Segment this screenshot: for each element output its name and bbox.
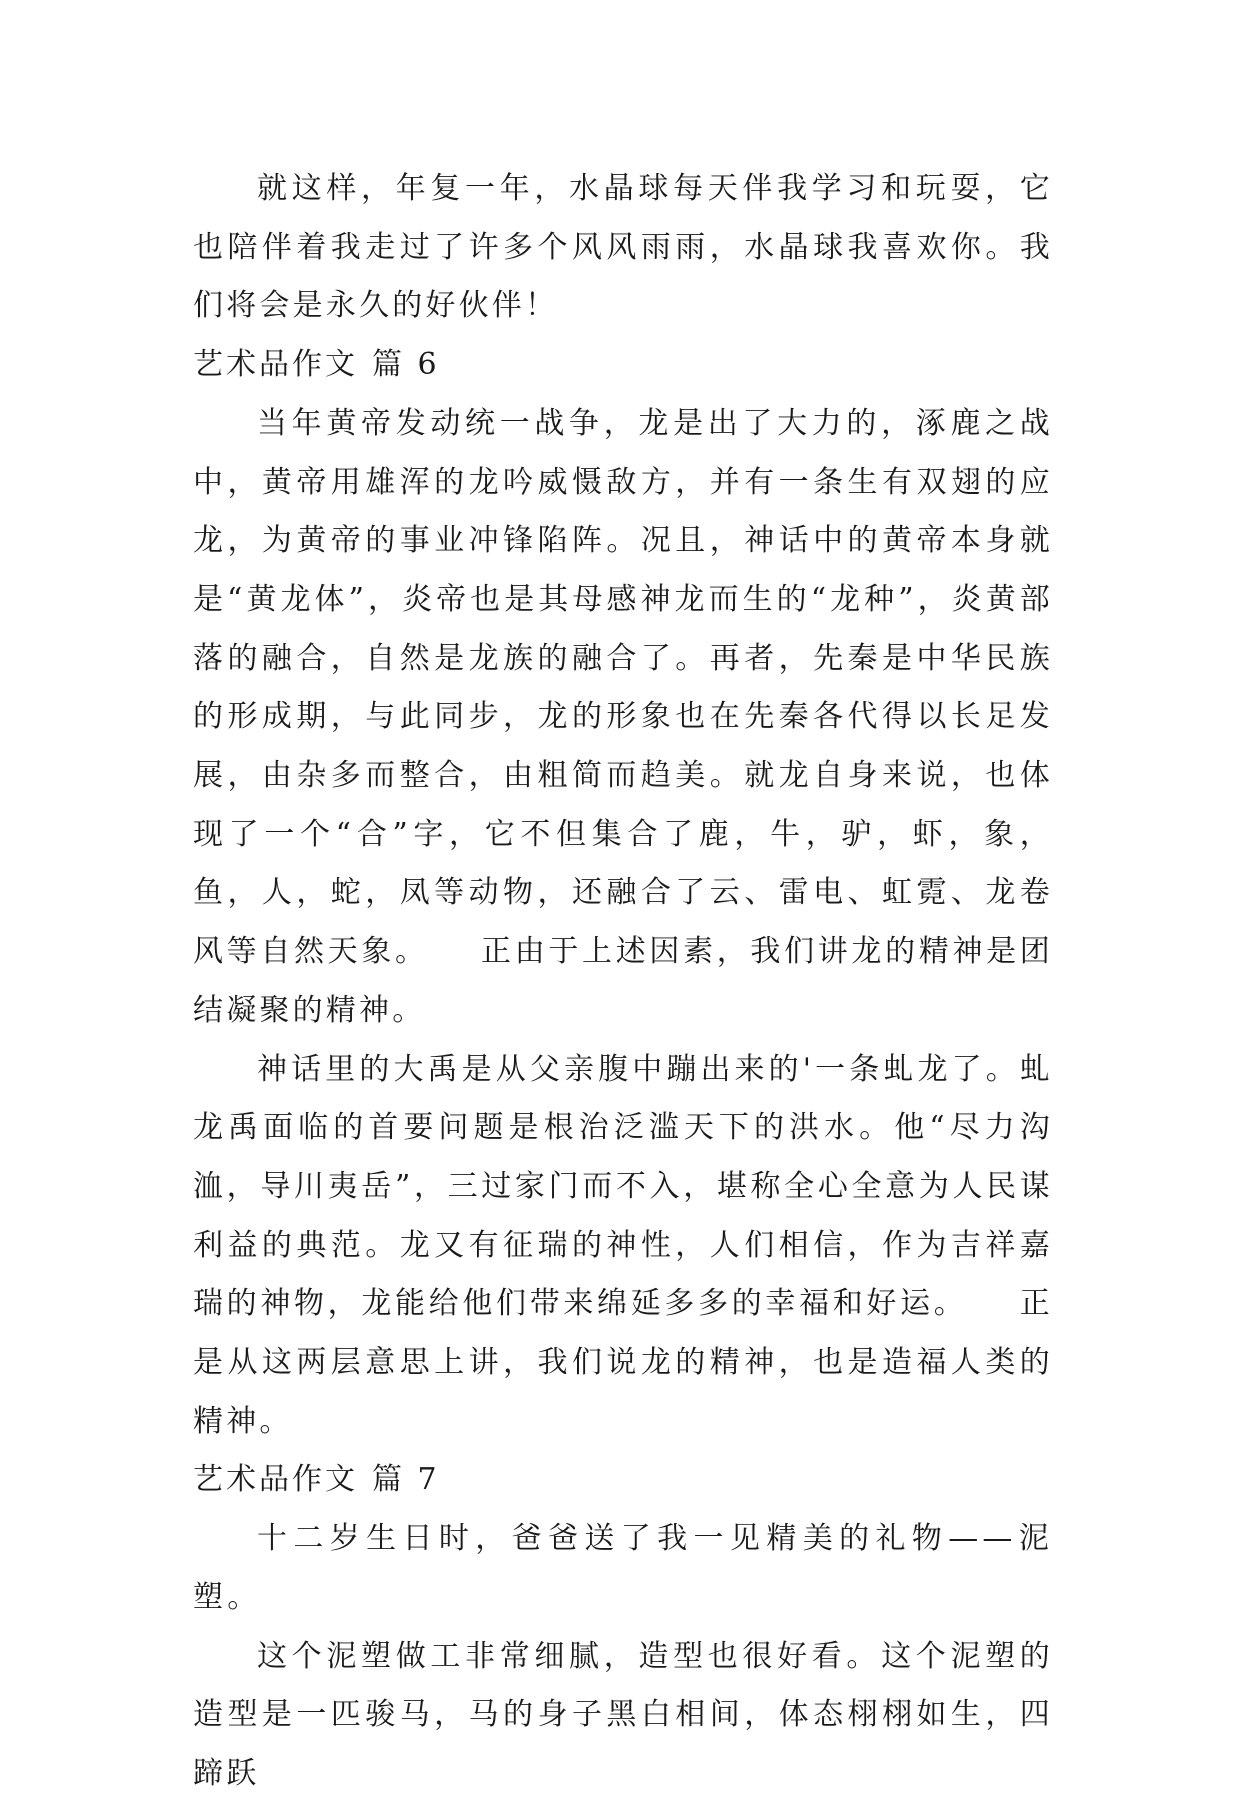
paragraph-crystal-ball-ending: 就这样，年复一年，水晶球每天伴我学习和玩耍，它也陪伴着我走过了许多个风风雨雨，水晶球我喜欢你。我们将会是永久的好伙伴！: [193, 171, 1053, 324]
paragraph-huangdi-dragon: 当年黄帝发动统一战争，龙是出了大力的，涿鹿之战中，黄帝用雄浑的龙吟威慑敌方，并有一条生有双翅的应龙，为黄帝的事业冲锋陷阵。况且，神话中的黄帝本身就是“黄龙体”，炎帝也是其母感神龙而生的“龙种”，炎黄部落的融合，自然是龙族的融合了。再者，先秦是中华民族的形成期，与此同步，龙的形象也在先秦各代得以长足发展，由杂多而整合，由粗简而趋美。就龙自身来说，也体现了一个“合”字，它不但集合了鹿，牛，驴，虾，象，鱼，人，蛇，凤等动物，还融合了云、雷电、虹霓、龙卷风等自然天象。 正由于上述因素，我们讲龙的精神是团结凝聚的精神。: [193, 405, 1053, 1028]
section-heading-7: [193, 1451, 1053, 1510]
section-number: 篇 6: [372, 347, 440, 383]
paragraph-clay-horse: 这个泥塑做工非常细腻，造型也很好看。这个泥塑的造型是一匹骏马，马的身子黑白相间，体态栩栩如生，四蹄跃: [193, 1638, 1053, 1791]
section-heading-6: [193, 336, 1053, 395]
section-title: 艺术品作文: [193, 1462, 358, 1498]
paragraph-dayu-dragon: 神话里的大禹是从父亲腹中蹦出来的'一条虬龙了。虬龙禹面临的首要问题是根治泛滥天下的洪水。他“尽力沟洫，导川夷岳”，三过家门而不入，堪称全心全意为人民谋利益的典范。龙又有征瑞的神性，人们相信，作为吉祥嘉瑞的神物，龙能给他们带来绵延多多的幸福和好运。 正是从这两层意思上讲，我们说龙的精神，也是造福人类的精神。: [193, 1051, 1053, 1439]
section-number: 篇 7: [372, 1462, 440, 1498]
section-title: 艺术品作文: [193, 347, 358, 383]
document-body: [193, 160, 1053, 1804]
paragraph-birthday-gift: 十二岁生日时，爸爸送了我一见精美的礼物——泥塑。: [193, 1521, 1053, 1615]
